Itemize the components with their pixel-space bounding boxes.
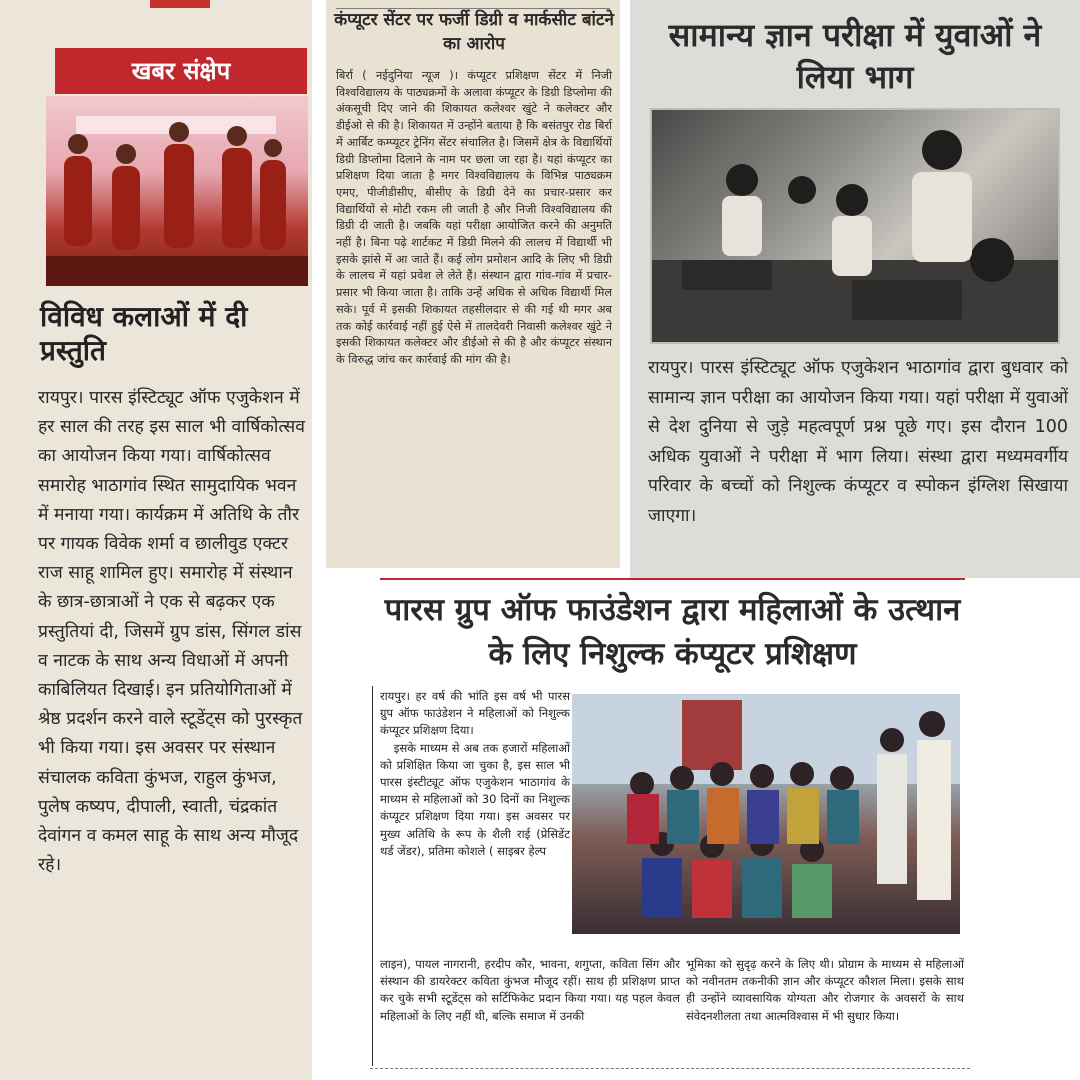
dancers-illustration (46, 96, 308, 286)
headline: कंप्यूटर सेंटर पर फर्जी डिग्री व मार्कसीट बांटने का आरोप (334, 10, 614, 54)
left-column (380, 688, 570, 860)
red-top-rule (380, 578, 965, 580)
article-body: रायपुर। पारस इंस्टिट्यूट ऑफ एजुकेशन भाठागांव द्वारा बुधवार को सामान्य ज्ञान परीक्षा का आयोजन किया गया। यहां परीक्षा में युवाओं से देश दुनिया से जुड़े महत्वपूर्ण प्रश्न पूछे गए। इस दौरान 100 अधिक युवाओं ने परीक्षा में भाग लिया। संस्था द्वारा मध्यमवर्गीय परिवार के बच्चों को निशुल्क कंप्यूटर व स्पोकन इंग्लिश सिखाया जाएगा। (648, 358, 1068, 526)
clip-annual-function (0, 0, 312, 1080)
dashed-bottom-rule (370, 1068, 970, 1069)
red-top-bar (150, 0, 210, 8)
headline: पारस ग्रुप ऑफ फाउंडेशन द्वारा महिलाओं के उत्थान के लिए निशुल्क कंप्यूटर प्रशिक्षण (384, 592, 961, 672)
article-body: बिर्रा ( नईदुनिया न्यूज )। कंप्यूटर प्रशिक्षण सेंटर में निजी विश्वविद्यालय के पाठ्यक्रमों के अलावा कंप्यूटर के डिग्री डिप्लोमा की अंकसूची दिए जाने की शिकायत कलेश्वर खुंटे ने कलेक्टर और डीईओ से की है। शिकायत में उन्होंने बताया है कि बसंतपुर रोड बिर्रा में आर्बिट कम्प्यूटर ट्रेनिंग सेंटर संचालित है। जिसमें क्षेत्र के विद्यार्थियों डिग्री डिप्लोमा दिलाने के नाम पर छला जा रहा है। यहां कंप्यूटर का प्रशिक्षण दिया जाता है मगर विश्वविद्यालय के विभिन्न पाठ्यक्रम एमए, पीजीडीसीए, बीसीए के डिग्री देने का प्रचार-प्रसार कर विद्यार्थियों से मोटी रकम ली जाती है और निजी विश्वविद्यालय की डिग्री दी जाती है। जबकि यहां परीक्षा आयोजित करने की अनुमति नहीं है। बिना पढ़े शार्टकट में डिग्री मिलने की लालच में विद्यार्थी भी इसके झांसे में आ जाते हैं। कई लोग प्रमोशन आदि के लिए भी डिग्री के लालच में यहां प्रवेश ले लेते हैं। संस्थान द्वारा गांव-गांव में प्रचार-प्रसार भी किया जाता है। ताकि उन्हें अधिक से अधिक विद्यार्थी मिल सके। पूर्व में इसकी शिकायत तहसीलदार से की गई थी मगर अब तक कोई कार्रवाई नहीं हुई ऐसे में तालदेवरी निवासी कलेश्वर खुंटे ने इसकी शिकायत कलेक्टर और डीईओ से की है और कंप्यूटर संस्थान के विरुद्ध जांच कर कार्रवाई की मांग की है। (336, 69, 612, 366)
headline: विविध कलाओं में दी प्रस्तुति (40, 300, 248, 367)
group-illustration (572, 694, 960, 934)
group-photo (572, 694, 960, 934)
exam-photo (650, 108, 1060, 344)
section-banner: खबर संक्षेप (55, 48, 307, 94)
clip-gk-exam (630, 0, 1080, 578)
paragraph-2: इसके माध्यम से अब तक हजारों महिलाओं को प्रशिक्षित किया जा चुका है, इस साल भी पारस इंस्टीट्यूट ऑफ एजुकेशन भाठागांव के माध्यम से महिलाओं को 30 दिनों का निशुल्क कंप्यूटर प्रशिक्षण दिया गया। इस अवसर पर मुख्य अतिथि के रूप के शैली राई (प्रेसिडेंट थर्ड जेंडर), प्रतिमा कोशले ( साइबर हेल्प (380, 740, 570, 858)
paragraph-3: लाइन), पायल नागरानी, हरदीप कौर, भावना, शगुप्ता, कविता सिंग और संस्थान की डायरेक्टर कविता कुंभज मौजूद रहीं। साथ ही प्रशिक्षण प्राप्त कर चुके सभी स्टूडेंट्स को सर्टिफिकेट प्रदान किया गया। यह पहल केवल महिलाओं के लिए नहीं थी, बल्कि समाज में उनकी (380, 957, 680, 1023)
dance-performance-photo (46, 96, 308, 286)
students-illustration (652, 110, 1058, 342)
paragraph-4: भूमिका को सुदृढ़ करने के लिए थी। प्रोग्राम के माध्यम से महिलाओं को नवीनतम तकनीकी ज्ञान और कंप्यूटर कौशल मिला। इसके साथ ही उन्होंने व्यावसायिक योग्यता और रोजगार के अवसरों के साथ संवेदनशीलता तथा आत्मविश्वास में भी सुधार किया। (686, 957, 964, 1023)
article-body: रायपुर। पारस इंस्टिट्यूट ऑफ एजुकेशन में हर साल की तरह इस साल भी वार्षिकोत्सव का आयोजन किया गया। वार्षिकोत्सव समारोह भाठागांव स्थित सामुदायिक भवन में मनाया गया। कार्यक्रम में अतिथि के तौर पर गायक विवेक शर्मा व छालीवुड एक्टर राज साहू शामिल हुए। समारोह में संस्थान के छात्र-छात्राओं ने एक से बढ़कर एक प्रस्तुतियां दी, जिसमें ग्रुप डांस, सिंगल डांस व नाटक के साथ अन्य विधाओं में अपनी काबिलियत दिखाई। इन प्रतियोगिताओं में श्रेष्ठ प्रदर्शन करने वाले स्टूडेंट्स को पुरस्कृत भी किया गया। इस अवसर पर संस्थान संचालक कविता कुंभज, राहुल कुंभज, पुलेष कष्यप, दीपाली, स्वाती, चंद्रकांत देवांगन व कमल साहू के साथ अन्य मौजूद रहे। (38, 388, 305, 876)
clip-fake-degree (326, 0, 620, 568)
headline: सामान्य ज्ञान परीक्षा में युवाओं ने लिया भाग (668, 16, 1042, 96)
paragraph-1: रायपुर। हर वर्ष की भांति इस वर्ष भी पारस ग्रुप ऑफ फाउंडेशन ने महिलाओं को निशुल्क कंप्यूटर प्रशिक्षण दिया। (380, 689, 570, 738)
column-rule (372, 686, 373, 1066)
clip-women-computer-training (370, 578, 970, 1080)
